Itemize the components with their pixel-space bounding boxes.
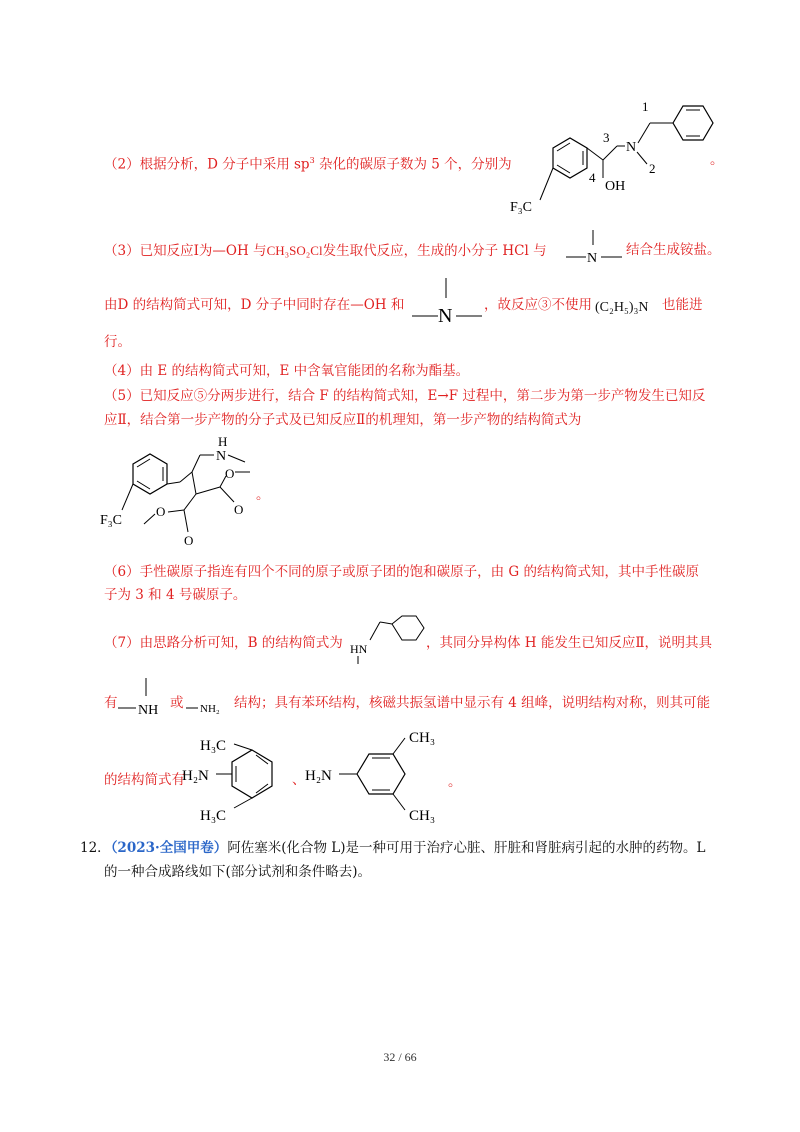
svg-text:F₃C: F₃C: [510, 200, 533, 215]
svg-text:3: 3: [603, 130, 610, 145]
svg-text:N: N: [216, 449, 227, 464]
q7-line2b: 结构；具有苯环结构，核磁共振氢谱中显示有 4 组峰，说明结构对称，则其可能: [234, 695, 711, 711]
q3-line2c: 也能进: [662, 297, 703, 313]
svg-text:O: O: [156, 504, 166, 519]
q5-line2: 应Ⅱ，结合第一步产物的分子式及已知反应Ⅱ的机理知，第一步产物的结构简式为: [104, 412, 582, 428]
q12-line2: 的一种合成路线如下(部分试剂和条件略去)。: [104, 864, 372, 880]
svg-text:F₃C: F₃C: [100, 513, 123, 528]
q7-line1b: ，其同分异构体 H 能发生已知反应Ⅱ，说明其具: [426, 635, 713, 651]
svg-text:H₂N: H₂N: [182, 768, 209, 784]
q4-text: （4）由 E 的结构简式可知，E 中含氧官能团的名称为酯基。: [104, 363, 470, 379]
q7-end: 。: [448, 774, 462, 790]
q2-text: （2）根据分析，D 分子中采用 $sp^3$ 杂化的碳原子数为 5 个，分别为: [104, 156, 512, 173]
svg-text:O: O: [234, 502, 244, 517]
q7-line2a: 有: [104, 695, 118, 711]
svg-text:H₂N: H₂N: [305, 768, 332, 784]
svg-text:N: N: [626, 140, 637, 155]
structure-isomer-1: [182, 728, 292, 828]
triethylamine: (C₂H₅)₃N: [595, 300, 649, 315]
q5-line1: （5）已知反应⑤分两步进行，结合 F 的结构简式知，E→F 过程中，第二步为第一步产物发生已知反: [104, 388, 706, 404]
q3-line2: 由D 的结构简式可知，D 分子中同时存在—OH 和: [104, 297, 405, 313]
trimethylamine-small: [562, 228, 624, 272]
secondary-amine-fragment: [118, 678, 174, 718]
structure-b: [342, 614, 426, 666]
svg-text:NH: NH: [138, 703, 159, 718]
q2-end: 。: [710, 152, 724, 168]
svg-text:O: O: [225, 466, 235, 481]
svg-text:O: O: [184, 533, 194, 548]
primary-amine-fragment: [186, 694, 232, 718]
q7-or: 或: [170, 695, 184, 711]
q6-line2: 子为 3 和 4 号碳原子。: [104, 587, 247, 603]
svg-text:N: N: [587, 251, 598, 266]
svg-text:CH₃: CH₃: [409, 808, 436, 824]
structure-e-intermediate: [100, 432, 280, 552]
svg-text:H: H: [218, 434, 228, 449]
svg-text:NH₂: NH₂: [200, 703, 220, 715]
svg-text:2: 2: [649, 161, 656, 176]
q3-line1: （3）已知反应Ⅰ为—OH 与CH₃SO₂Cl发生取代反应，生成的小分子 HCl 与: [104, 243, 547, 259]
page-number: 32 / 66: [383, 1050, 417, 1064]
q6-line1: （6）手性碳原子指连有四个不同的原子或原子团的饱和碳原子，由 G 的结构简式知，其中手性碳原: [104, 564, 699, 580]
q7-line1a: （7）由思路分析可知，B 的结构简式为: [104, 635, 343, 651]
q3-line1-end: 结合生成铵盐。: [626, 242, 721, 258]
svg-text:N: N: [438, 305, 453, 327]
q3-line2b: ，故反应③不使用: [484, 297, 592, 313]
structure-isomer-2: [305, 728, 455, 828]
svg-text:H₃C: H₃C: [200, 738, 227, 754]
structure-d: [505, 88, 725, 218]
q7-line3a: 的结构简式有: [104, 772, 185, 788]
svg-text:1: 1: [642, 99, 649, 114]
svg-text:OH: OH: [605, 179, 626, 194]
svg-text:4: 4: [589, 170, 596, 185]
q7-sep: 、: [292, 772, 306, 788]
trimethylamine-large: [410, 276, 485, 328]
q12-line1: 12．（2023·全国甲卷）阿佐塞米(化合物 L)是一种可用于治疗心脏、肝脏和肾脏病引起的水肿的药物。L: [80, 840, 706, 856]
svg-text:HN: HN: [350, 642, 368, 656]
q5-end: 。: [256, 487, 270, 503]
svg-text:CH₃: CH₃: [409, 730, 436, 746]
svg-text:H₃C: H₃C: [200, 808, 227, 824]
q3-line3: 行。: [104, 334, 131, 350]
